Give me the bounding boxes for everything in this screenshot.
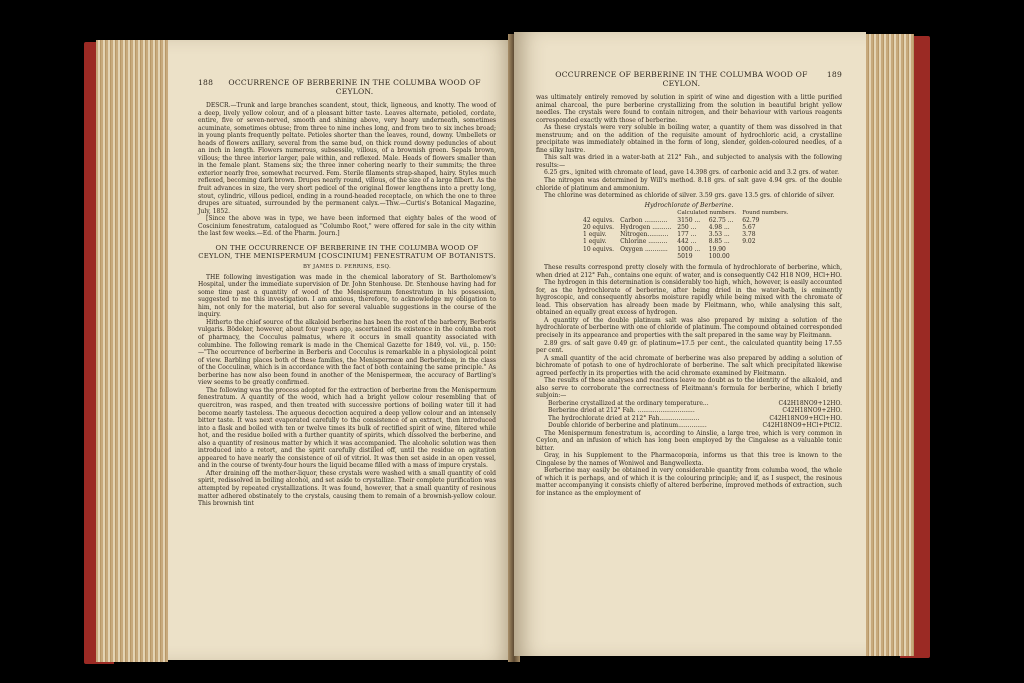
body-paragraph: THE following investigation was made in the chemical laboratory of St. Bartholomew's Hospital, under the immediate supervision of Dr. John Stenhouse. Dr. Stenhouse having had for some time past a quantity of wood of the Menispermum fenestratum in his possession, suggested to me this investigation. I am anxious, therefore, to acknowledge my obligation to him, not only for the material, but also for several valuable suggestions in the course of the inquiry. (198, 273, 496, 319)
body-paragraph: Berberine may easily be obtained in very considerable quantity from columba wood, the whole of which it is perhaps, and of which it is the colouring principle; and if, as I suspect, the resinous matter accompanying it consists chiefly of altered berberine, improved methods of extraction, such for instance as the employment of (536, 467, 842, 497)
body-paragraph: A quantity of the double platinum salt was also prepared by mixing a solution of the hydrochlorate of berberine with one of chloride of platinum. The compound obtained corresponded precisely in its appearance and properties with the salt prepared in the same way by Fleitmann. (536, 316, 842, 339)
body-paragraph: was ultimately entirely removed by solution in spirit of wine and digestion with a little purified animal charcoal, the pure berberine crystallizing from the solution in beautiful bright yellow needles. The crystals were found to contain nitrogen, and their behaviour with various reagents corresponded exactly with those of berberine. (536, 94, 842, 124)
table-row: 42 equivs. Carbon ............ 3150 ... 62.75 ... 62.79 (583, 216, 760, 224)
running-head: OCCURRENCE OF BERBERINE IN THE COLUMBA WOOD OF CEYLON. (555, 70, 808, 88)
total-percent: 100.00 (708, 252, 730, 260)
author-line: BY JAMES D. PERRINS, ESQ. (302, 263, 392, 270)
body-paragraph: The hydrogen in this determination is considerably too high, which, however, is easily accounted for, as the hydrochlorate of berberine, after being dried in the water-bath, is eminently hygroscopic, and consequently absorbs moisture rapidly while being mixed with the chromate of lead. This observation has already been made by Fleitmann, who, while analysing this salt, obtained an equally great excess of hydrogen. (536, 279, 842, 317)
editor-note: [Since the above was in type, we have been informed that eighty bales of the wood of Coscinium fenestratum, catalogued as "Columbo Root," were offered for sale in the city within the last few weeks.—Ed. of the Pharm. Journ.] (198, 215, 496, 238)
table-row: 10 equivs. Oxygen ............ 1000 ... 19.90 (583, 245, 726, 253)
page-number: 189 (826, 70, 842, 79)
body-paragraph: After draining off the mother-liquor, these crystals were washed with a small quantity of cold spirit, redissolved in boiling alcohol, and set aside to crystallize. Their complete purification was attempted by repeated crystallizations. It was found, however, that a small quantity of resinous matter adhered obstinately to the crystals, causing them to remain of a brownish-yellow colour. This brownish tint (198, 469, 496, 508)
page-edges-left (96, 40, 168, 662)
body-paragraph: A small quantity of the acid chromate of berberine was also prepared by adding a solution of bichromate of potash to one of hydrochlorate of berberine. The salt which precipitated likewise agreed perfectly in its properties with the acid chromate examined by Fleitmann. (536, 354, 842, 377)
body-paragraph: The Menispermum fenestratum is, according to Ainslie, a large tree, which is very common in Ceylon, and an infusion of which has long been employed by the Cingalese as a valuable tonic bitter. (536, 429, 842, 452)
total-value: 5019 (677, 252, 693, 260)
body-paragraph: As these crystals were very soluble in boiling water, a quantity of them was dissolved in that menstruum; and on the addition of the requisite amount of hydrochloric acid, a crystalline precipitate was immediately obtained in the form of long, slender, golden-coloured needles, of a fine silky lustre. (536, 124, 842, 154)
table-row: 20 equivs. Hydrogen .......... 250 ... 4.98 ... 5.67 (583, 224, 756, 232)
table-title: Hydrochlorate of Berberine. (644, 201, 734, 209)
table-row: 1 equiv. Nitrogen........... 177 ... 3.53 ... 3.78 (583, 231, 756, 239)
table-total-row (580, 253, 791, 260)
body-paragraph: Hitherto the chief source of the alkaloid berberine has been the root of the barberry, Berberis vulgaris. Bödeker, however, about four years ago, ascertained its existence in the columba root of pharmacy, the Cocculus palmatus, where it occurs in small quantity associated with columbine. The following remark is made in the Chemical Gazette for 1849, vol. vii., p. 150:—"The occurrence of berberine in Berberis and Cocculus is remarkable in a physiological point of view. Barbling places both of these families, the Menispermeæ and Berberideæ, in the class of the Cocculinæ, which is in accordance with the fact of both containing the same principle." As berberine has now also been found in another of the Menispermeæ, the accuracy of Bartling's view seems to be greatly confirmed. (198, 318, 496, 387)
page-number: 188 (198, 78, 214, 87)
formula-line: Berberine crystallized at the ordinary temperature... C42H18NO9+12HO. (548, 399, 842, 407)
description-paragraph: DESCR.—Trunk and large branches scandent, stout, thick, ligneous, and knotty. The wood of a deep, lively yellow colour, and of a pleasant bitter taste. Leaves alternate, petioled, cordate, entire, five or seven-nerved, smooth and shining above, very hoary underneath, sometimes acuminate, sometimes obtuse; from three to nine inches long, and from two to six inches broad; in young plants frequently peltate. Petioles shorter than the leaves, round, downy. Umbellets or heads of flowers axillary, several from the same bud, on thick round downy peduncles of about an inch in length. Flowers numerous, subsessile, villous, of a brownish green. Sepals brown, villous; the three interior larger, pale within, and reflexed. Male. Heads of flowers smaller than in the female plant. Stamens six; the three inner cohering nearly to their summits; the three exterior nearly free, somewhat recurved. Fem. Sterile filaments strap-shaped, hairy. Styles much reflexed, becoming dark brown. Drupes nearly round, villous, of the size of a large filbert. As the fruit advances in size, the very short pedicel of the original flower lengthens into a pretty long, stout, cylindric, villous pedicel, ending in a round-headed receptacle, on which the one to three drupes are situated, surrounded by the permanent calyx.—Thw.—Curtis's Botanical Magazine, July, 1852. (198, 102, 496, 215)
body-paragraph: 6.25 grs., ignited with chromate of lead, gave 14.398 grs. of carbonic acid and 3.2 grs. of water. (544, 169, 840, 177)
page-edges-right (864, 34, 914, 656)
column-header: Calculated numbers. (677, 209, 737, 216)
body-paragraph: The chlorine was determined as chloride of silver. 3.59 grs. gave 13.5 grs. of chloride of silver. (544, 192, 835, 200)
body-paragraph: This salt was dried in a water-bath at 212° Fah., and subjected to analysis with the following results:— (536, 154, 842, 169)
body-paragraph: 2.89 grs. of salt gave 0.49 gr. of platinum=17.5 per cent., the calculated quantity being 17.55 per cent. (536, 339, 842, 355)
formula-line: Double chloride of berberine and platinum............... C42H18NO9+HCl+PtCl2. (548, 422, 842, 430)
table-row: 1 equiv. Chlorine .......... 442 ... 8.85 ... 9.02 (583, 238, 756, 246)
column-header: Found numbers. (742, 209, 789, 216)
formula-line: Berberine dried at 212° Fah. .............................. C42H18NO9+2HO. (548, 407, 842, 415)
right-page (514, 32, 866, 656)
body-paragraph: These results correspond pretty closely with the formula of hydrochlorate of berberine, which, when dried at 212° Fah., contains one equiv. of water, and is consequently C42 H18 NO9, HCl+HO. (536, 264, 842, 279)
formula-line: The hydrochlorate dried at 212° Fah..................... C42H18NO9+HCl+HO. (548, 414, 842, 422)
section-title: ON THE OCCURRENCE OF BERBERINE IN THE COLUMBA WOOD OF CEYLON, THE MENISPERMUM [COSCINIUM] FENESTRATUM OF BOTANISTS. (198, 243, 496, 261)
analysis-table (580, 210, 791, 260)
body-paragraph: The following was the process adopted for the extraction of berberine from the Menispermum fenestratum. A quantity of the wood, which had a bright yellow colour resembling that of quercitron, was rasped, and then treated with successive portions of boiling water till it had become nearly tasteless. The aqueous decoction acquired a deep yellow colour and an intensely bitter taste. It was next evaporated carefully to the consistence of an extract, then introduced into a flask and boiled with ten or twelve times its bulk of rectified spirit of wine, filtered while hot, and the residue boiled with a further quantity of spirits, which dissolved the berberine, and also a quantity of resinous matter by which it was accompanied. The alcoholic solution was then introduced into a retort, and the spirit carefully distilled off, until the residue on agitation appeared to have nearly the consistence of oil of vitriol. It was then set aside in an open vessel, and in the course of twenty-four hours the liquid became filled with a mass of impure crystals. (198, 386, 496, 470)
running-head: OCCURRENCE OF BERBERINE IN THE COLUMBA WOOD OF CEYLON. (228, 78, 481, 96)
left-page (168, 40, 514, 660)
table-header-row (580, 210, 791, 217)
body-paragraph: The results of these analyses and reactions leave no doubt as to the identity of the alkaloid, and also serve to corroborate the correctness of Fleitmann's formula for berberine, which I briefly subjoin:— (536, 377, 842, 400)
body-paragraph: Gray, in his Supplement to the Pharmacopœia, informs us that this tree is known to the Cingalese by the names of Woniwol and Bangwellexta. (536, 452, 842, 467)
body-paragraph: The nitrogen was determined by Will's method. 8.18 grs. of salt gave 4.94 grs. of the double chloride of platinum and ammonium. (536, 177, 842, 192)
running-header-right (536, 70, 842, 88)
formula-list (536, 400, 842, 430)
running-header-left (198, 78, 496, 96)
